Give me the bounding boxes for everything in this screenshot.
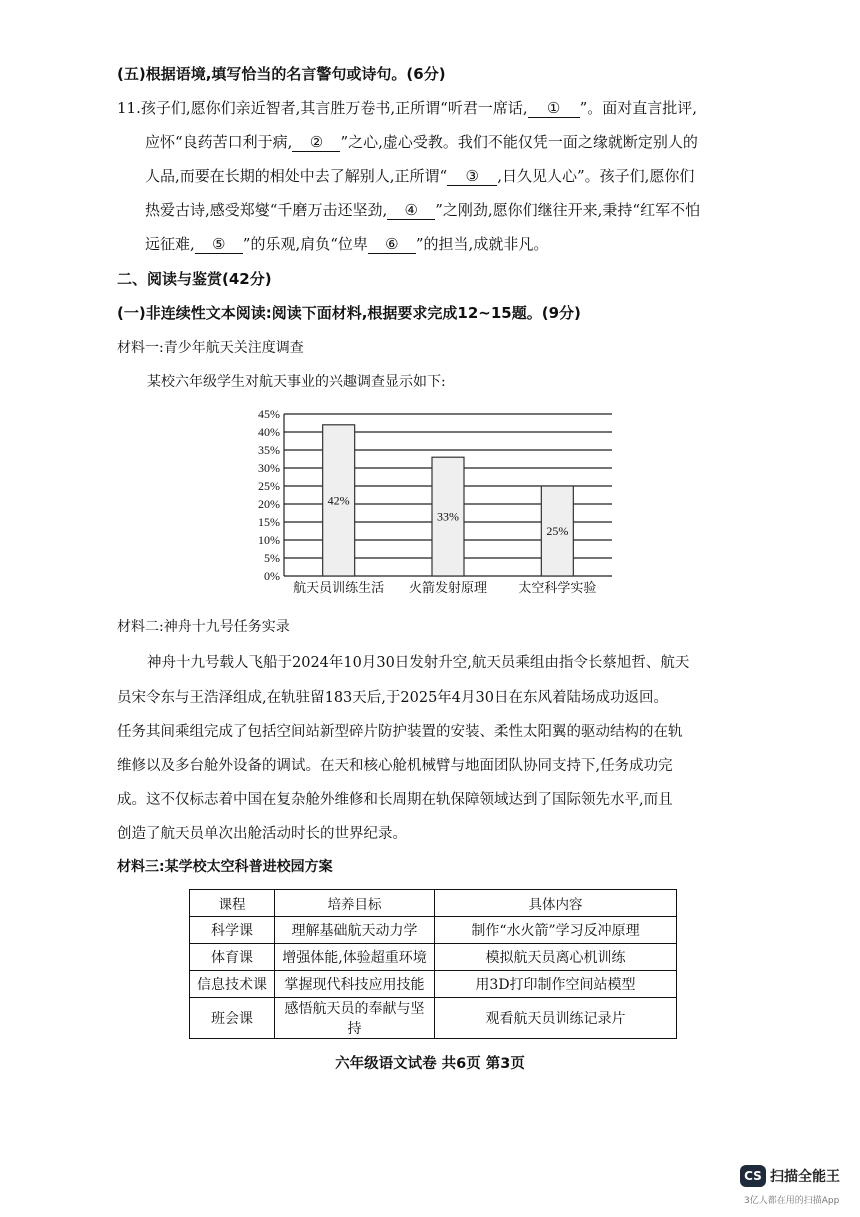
- question-11-line-3: 人品,而要在长期的相处中去了解别人,正所谓“ ③ ,日久见人心”。孩子们,愿你们: [145, 167, 695, 185]
- table-cell: 体育课: [190, 944, 275, 971]
- column-header: 具体内容: [435, 890, 677, 917]
- table-cell: 制作“水火箭”学习反冲原理: [435, 917, 677, 944]
- blank-3: ③: [447, 167, 497, 186]
- column-header: 课程: [190, 890, 275, 917]
- table-row: [190, 971, 677, 998]
- material-2-line-3: 任务其间乘组完成了包括空间站新型碎片防护装置的安装、柔性太阳翼的驱动结构的在轨: [117, 724, 683, 740]
- table-cell: 用3D打印制作空间站模型: [435, 971, 677, 998]
- table-cell: 增强体能,体验超重环境: [275, 944, 435, 971]
- curriculum-table: [189, 889, 677, 1039]
- y-tick-label: 25%: [258, 479, 280, 493]
- blank-1: ①: [528, 99, 580, 118]
- material-2-line-1: 神舟十九号载人飞船于2024年10月30日发射升空,航天员乘组由指令长蔡旭哲、航天: [147, 655, 690, 671]
- watermark-title: 扫描全能王: [770, 1169, 840, 1185]
- table-cell: 感悟航天员的奉献与坚持: [275, 998, 435, 1039]
- y-tick-label: 35%: [258, 443, 280, 457]
- section-heading-5: (五)根据语境,填写恰当的名言警句或诗句。(6分): [117, 65, 446, 83]
- page-footer: 六年级语文试卷 共6页 第3页: [335, 1056, 525, 1072]
- material-2-line-4: 维修以及多台舱外设备的调试。在天和核心舱机械臂与地面团队协同支持下,任务成功完: [117, 758, 673, 774]
- y-tick-label: 5%: [264, 551, 280, 565]
- column-header: 培养目标: [275, 890, 435, 917]
- y-tick-label: 30%: [258, 461, 280, 475]
- blank-6: ⑥: [368, 235, 416, 254]
- y-tick-label: 15%: [258, 515, 280, 529]
- material-1-title: 材料一:青少年航天关注度调查: [117, 340, 304, 356]
- y-tick-label: 0%: [264, 569, 280, 583]
- question-11-line-4: 热爱古诗,感受郑燮“千磨万击还坚劲, ④ ”之刚劲,愿你们继往开来,秉持“红军不怕: [145, 201, 701, 219]
- data-label: 33%: [437, 509, 459, 524]
- watermark-subtitle: 3亿人都在用的扫描App: [744, 1196, 840, 1206]
- y-tick-label: 10%: [258, 533, 280, 547]
- table-row: [190, 944, 677, 971]
- table-cell: 班会课: [190, 998, 275, 1039]
- y-tick-label: 45%: [258, 407, 280, 421]
- part-2-heading: 二、阅读与鉴赏(42分): [117, 270, 272, 288]
- table-cell: 理解基础航天动力学: [275, 917, 435, 944]
- category-label: 火箭发射原理: [408, 581, 488, 596]
- question-11-line-2: 应怀“良药苦口利于病, ② ”之心,虚心受教。我们不能仅凭一面之缘就断定别人的: [145, 133, 698, 151]
- material-1-intro: 某校六年级学生对航天事业的兴趣调查显示如下:: [147, 374, 446, 390]
- question-11-line-5: 远征难, ⑤ ”的乐观,肩负“位卑 ⑥ ”的担当,成就非凡。: [145, 235, 549, 253]
- interest-bar-chart: [250, 400, 620, 600]
- material-2-title: 材料二:神舟十九号任务实录: [117, 619, 290, 635]
- table-cell: 模拟航天员离心机训练: [435, 944, 677, 971]
- table-header-row: [190, 890, 677, 917]
- table-cell: 科学课: [190, 917, 275, 944]
- y-tick-label: 40%: [258, 425, 280, 439]
- material-2-line-2: 员宋令东与王浩泽组成,在轨驻留183天后,于2025年4月30日在东风着陆场成功返回。: [117, 690, 668, 706]
- category-label: 太空科学实验: [518, 581, 597, 596]
- blank-5: ⑤: [195, 235, 243, 254]
- table-cell: 观看航天员训练记录片: [435, 998, 677, 1039]
- blank-2: ②: [292, 133, 340, 152]
- subsection-1-heading: (一)非连续性文本阅读:阅读下面材料,根据要求完成12~15题。(9分): [117, 304, 581, 322]
- category-label: 航天员训练生活: [293, 581, 385, 596]
- material-2-line-5: 成。这不仅标志着中国在复杂舱外维修和长周期在轨保障领域达到了国际领先水平,而且: [117, 792, 673, 808]
- material-3-title: 材料三:某学校太空科普进校园方案: [117, 859, 333, 875]
- camscanner-logo-icon: CS: [740, 1165, 766, 1187]
- table-cell: 信息技术课: [190, 971, 275, 998]
- y-tick-label: 20%: [258, 497, 280, 511]
- data-label: 25%: [546, 524, 569, 538]
- table-cell: 掌握现代科技应用技能: [275, 971, 435, 998]
- table-row: [190, 998, 677, 1039]
- table-row: [190, 917, 677, 944]
- data-label: 42%: [327, 493, 350, 508]
- blank-4: ④: [387, 201, 435, 220]
- question-11-line-1: 11.孩子们,愿你们亲近智者,其言胜万卷书,正所谓“听君一席话, ① ”。面对直言批评,: [117, 99, 698, 117]
- material-2-line-6: 创造了航天员单次出舱活动时长的世界纪录。: [117, 826, 407, 842]
